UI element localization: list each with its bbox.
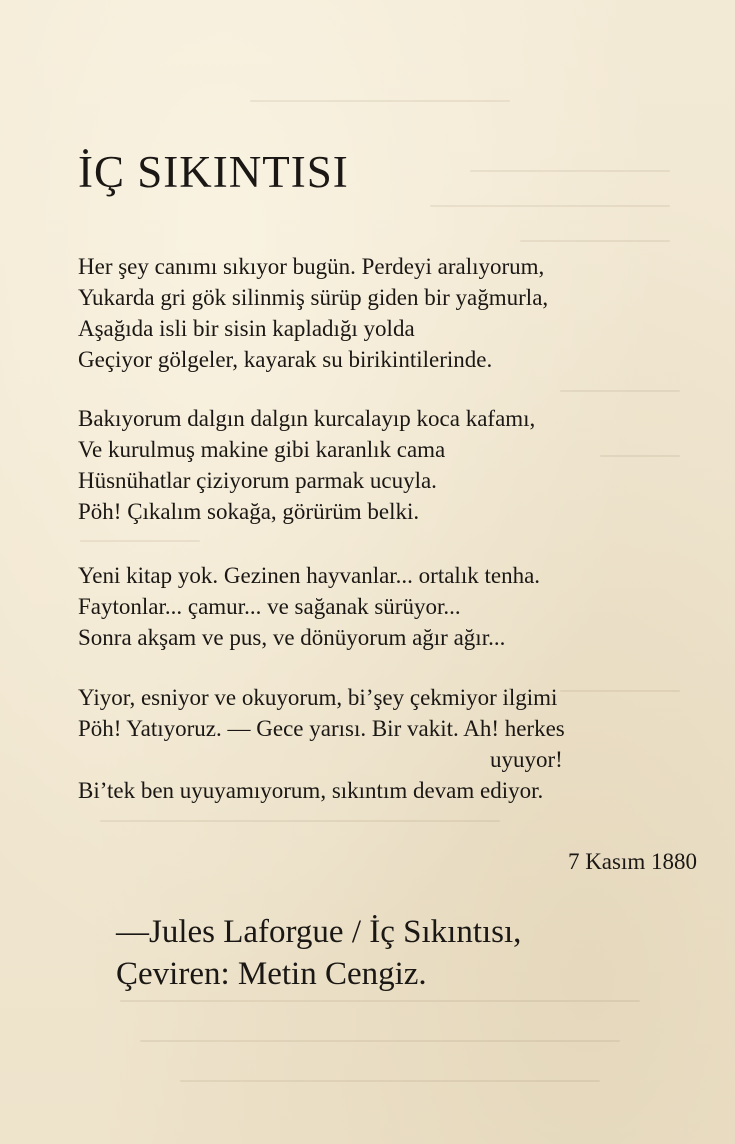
poem-line: Sonra akşam ve pus, ve dönüyorum ağır ağır...	[78, 625, 506, 650]
poem-line: Yeni kitap yok. Gezinen hayvanlar... ortalık tenha.	[78, 563, 541, 588]
poem-line: Bakıyorum dalgın dalgın kurcalayıp koca kafamı,	[78, 406, 536, 431]
poem-title: İÇ SIKINTISI	[78, 147, 349, 197]
poem-line: Bi’tek ben uyuyamıyorum, sıkıntım devam ediyor.	[78, 778, 544, 803]
poem-line: Yukarda gri gök silinmiş sürüp giden bir yağmurla,	[78, 285, 549, 310]
poem-line: Geçiyor gölgeler, kayarak su birikintilerinde.	[78, 347, 493, 372]
poem-line: Aşağıda isli bir sisin kapladığı yolda	[78, 316, 415, 341]
poem-date: 7 Kasım 1880	[567, 849, 697, 874]
stanza-4	[78, 682, 565, 806]
attribution-author-line: —Jules Laforgue / İç Sıkıntısı,	[116, 914, 522, 950]
poem-line-continuation: uyuyor!	[490, 747, 563, 772]
stanza-1	[78, 251, 548, 375]
attribution	[116, 911, 521, 995]
attribution-translator-line: Çeviren: Metin Cengiz.	[116, 956, 427, 992]
poem-line: Yiyor, esniyor ve okuyorum, bi’şey çekmiyor ilgimi	[78, 685, 558, 710]
stanza-3	[78, 560, 540, 653]
stanza-2	[78, 403, 535, 527]
poem-line: Pöh! Yatıyoruz. — Gece yarısı. Bir vakit. Ah! herkes	[78, 716, 565, 741]
poem-line: Hüsnühatlar çiziyorum parmak ucuyla.	[78, 468, 437, 493]
poem-line: Ve kurulmuş makine gibi karanlık cama	[78, 437, 446, 462]
poem-line: Her şey canımı sıkıyor bugün. Perdeyi aralıyorum,	[78, 254, 545, 279]
poem-line: Pöh! Çıkalım sokağa, görürüm belki.	[78, 499, 420, 524]
poem-line: Faytonlar... çamur... ve sağanak sürüyor...	[78, 594, 461, 619]
